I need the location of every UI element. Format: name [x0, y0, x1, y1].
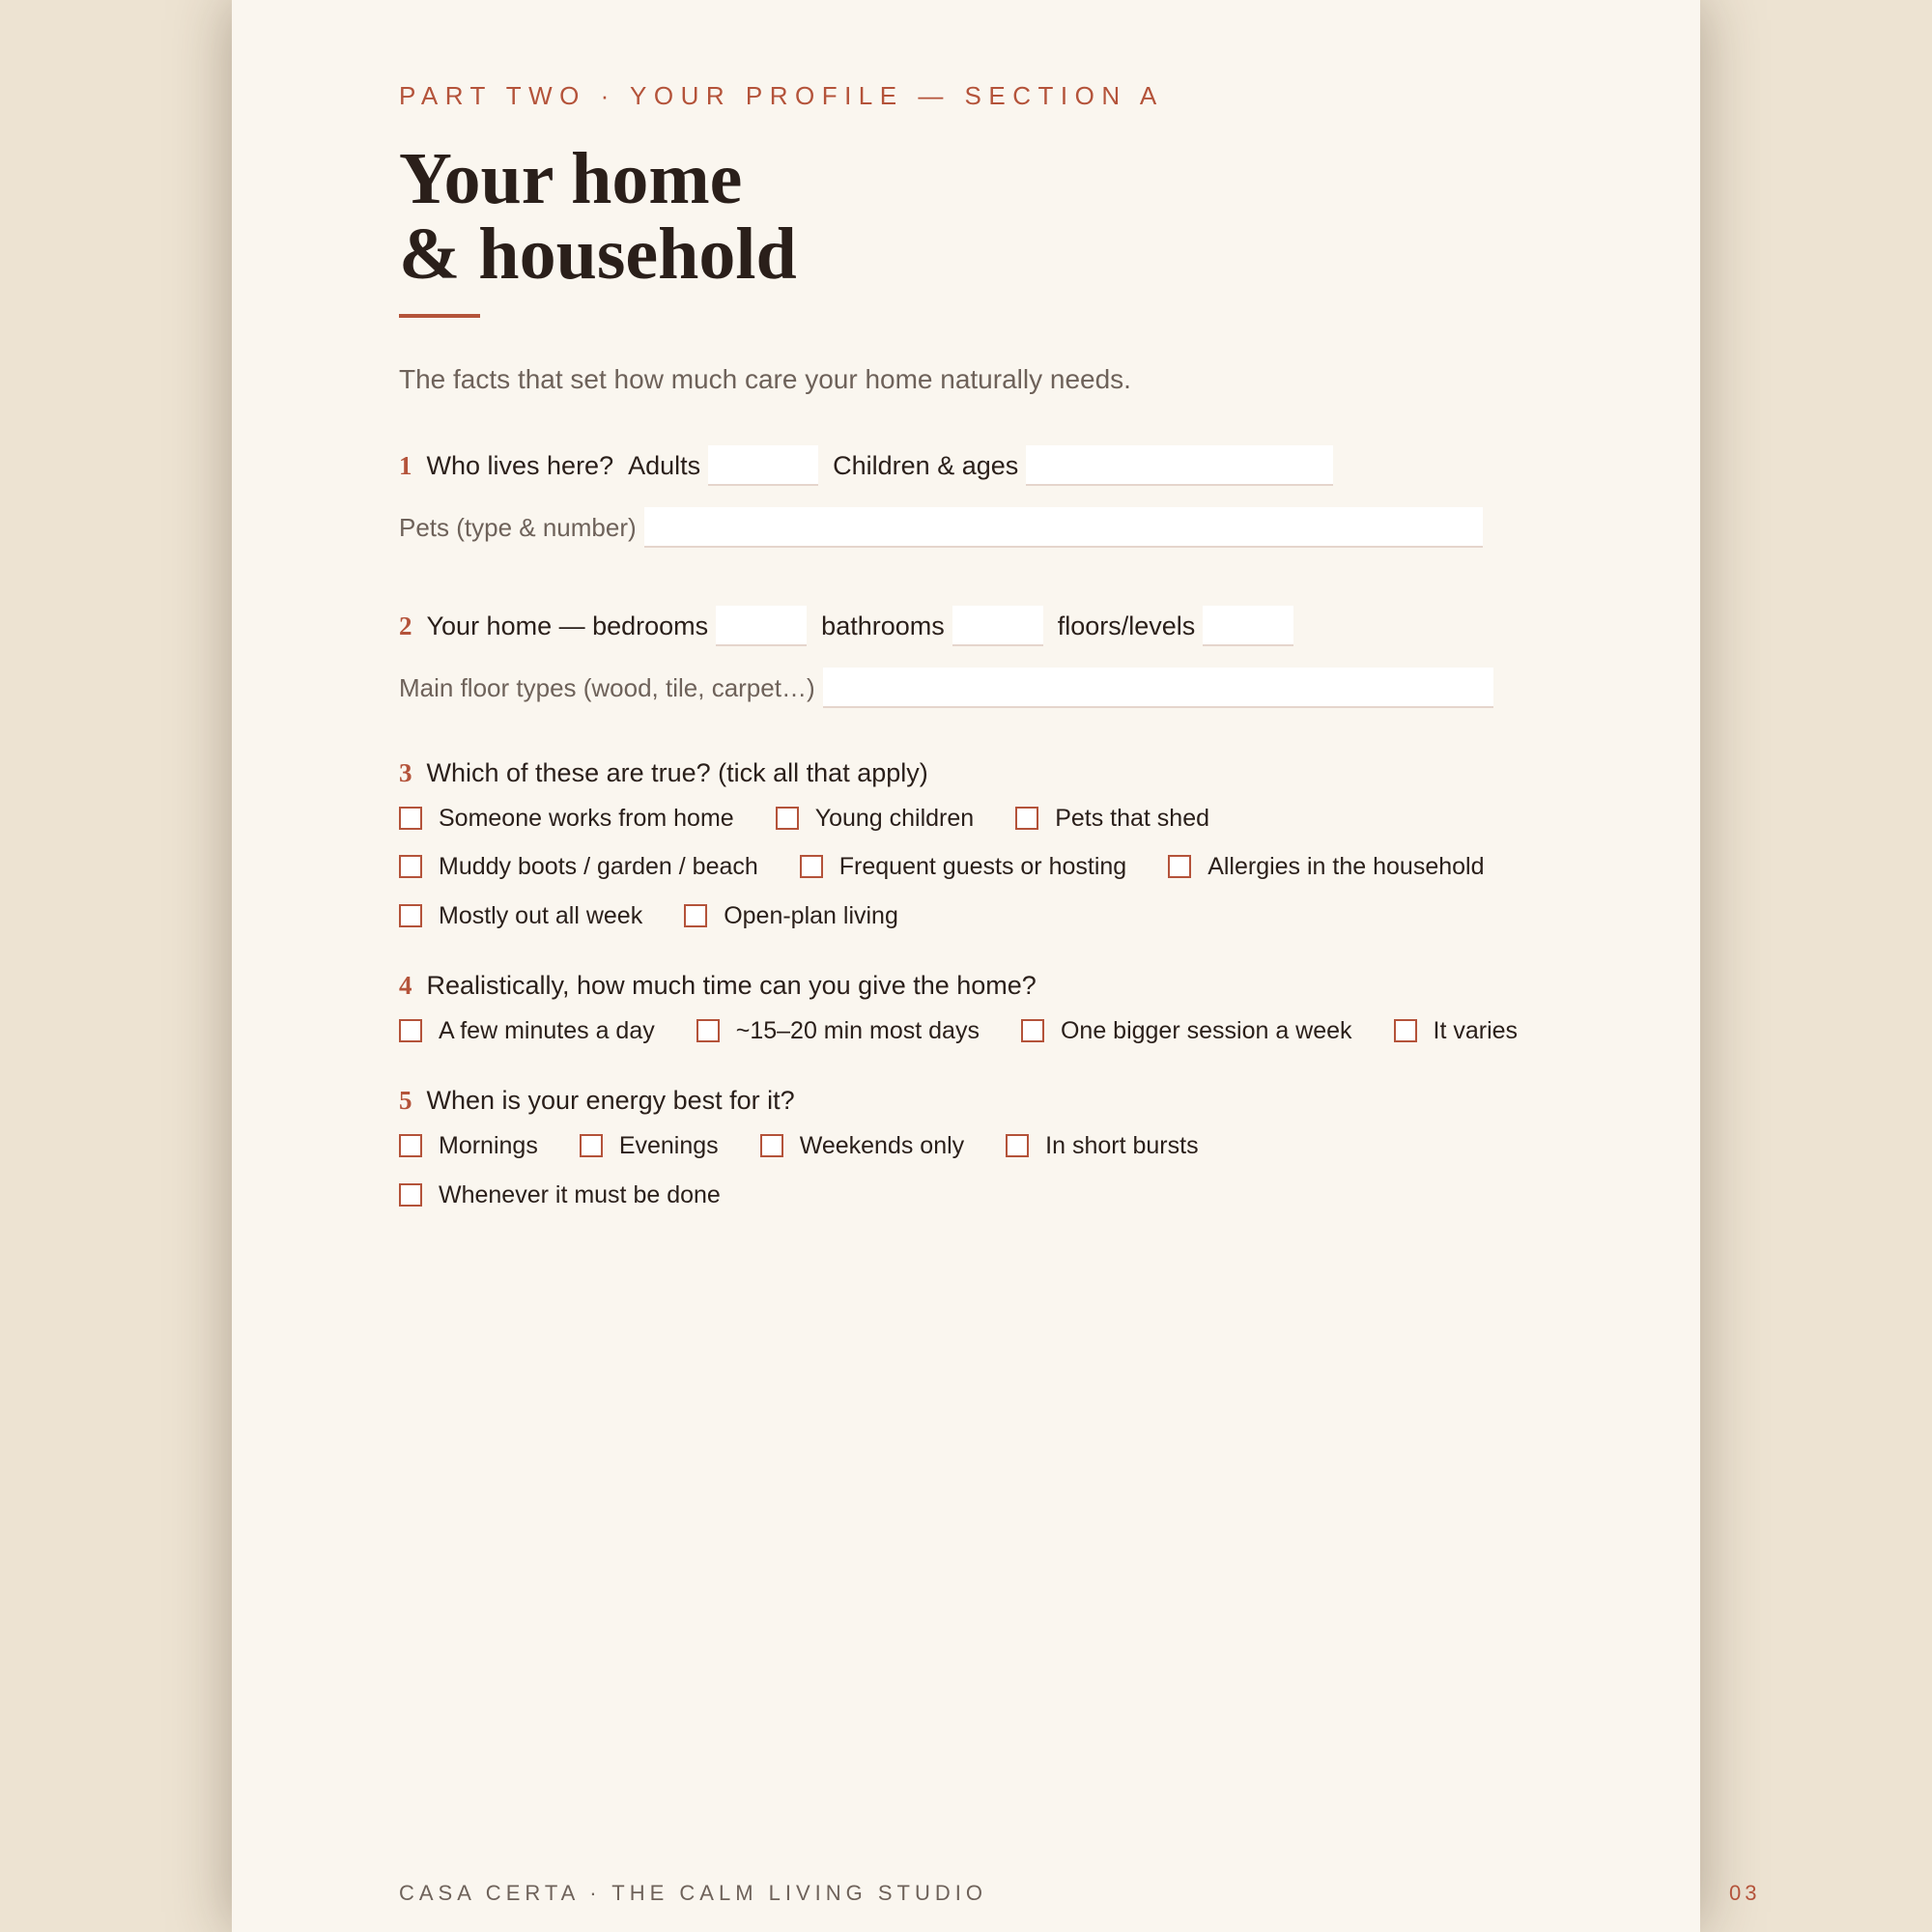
option-label: ~15–20 min most days	[735, 1016, 980, 1044]
checkbox[interactable]	[684, 904, 707, 927]
option-label: Pets that shed	[1055, 804, 1210, 832]
checkbox[interactable]	[1021, 1019, 1044, 1042]
floors-field[interactable]	[1203, 606, 1293, 646]
checkbox[interactable]	[399, 1019, 422, 1042]
checkbox[interactable]	[760, 1134, 783, 1157]
option-label: It varies	[1433, 1016, 1519, 1044]
option-mornings[interactable]	[399, 1132, 538, 1160]
checkbox[interactable]	[399, 807, 422, 830]
option-label: One bigger session a week	[1060, 1016, 1352, 1044]
floor-types-row	[399, 667, 1508, 709]
pets-field[interactable]	[644, 507, 1483, 548]
checkbox[interactable]	[776, 807, 799, 830]
q4-options-row	[399, 1014, 1518, 1047]
option-label: Mornings	[439, 1131, 538, 1159]
checkbox[interactable]	[696, 1019, 720, 1042]
checkbox[interactable]	[1394, 1019, 1417, 1042]
intro-text: The facts that set how much care your home naturally needs.	[399, 364, 1131, 394]
q5-options-row-2	[399, 1179, 721, 1211]
option-label: Open-plan living	[724, 901, 898, 929]
checkbox[interactable]	[399, 904, 422, 927]
bedrooms-field[interactable]	[716, 606, 807, 646]
checkbox[interactable]	[399, 1183, 422, 1207]
option-muddy-boots[interactable]	[399, 853, 758, 881]
bathrooms-label: bathrooms	[821, 611, 945, 640]
option-young-children[interactable]	[776, 805, 975, 833]
option-label: Someone works from home	[439, 804, 734, 832]
title-divider	[399, 314, 480, 318]
q3-row	[399, 752, 928, 794]
pets-row	[399, 506, 1497, 549]
title-line-1: Your home	[399, 138, 743, 219]
q5-number: 5	[399, 1085, 412, 1115]
option-weekends-only[interactable]	[760, 1132, 964, 1160]
q1-number: 1	[399, 450, 412, 480]
option-label: In short bursts	[1045, 1131, 1199, 1159]
option-short-bursts[interactable]	[1006, 1132, 1198, 1160]
checkbox[interactable]	[399, 855, 422, 878]
q1-question: Who lives here?	[426, 450, 614, 480]
checkbox[interactable]	[1006, 1134, 1029, 1157]
option-allergies[interactable]	[1168, 853, 1484, 881]
adults-field[interactable]	[708, 445, 818, 486]
q4-number: 4	[399, 970, 412, 1000]
checkbox[interactable]	[399, 1134, 422, 1157]
q3-number: 3	[399, 757, 412, 787]
option-label: A few minutes a day	[439, 1016, 655, 1044]
pets-label: Pets (type & number)	[399, 512, 637, 542]
checkbox[interactable]	[800, 855, 823, 878]
option-bigger-session[interactable]	[1021, 1017, 1352, 1045]
title-line-2: & household	[399, 213, 797, 295]
option-works-from-home[interactable]	[399, 805, 734, 833]
option-frequent-guests[interactable]	[800, 853, 1126, 881]
checkbox[interactable]	[1015, 807, 1038, 830]
q4-question: Realistically, how much time can you give the home?	[426, 970, 1037, 1000]
floor-types-field[interactable]	[823, 668, 1493, 708]
q3-options-row-3	[399, 899, 898, 932]
option-whenever-needed[interactable]	[399, 1181, 721, 1209]
option-label: Evenings	[618, 1131, 719, 1159]
checkbox[interactable]	[580, 1134, 603, 1157]
q3-options-row-2	[399, 850, 1485, 883]
section-eyebrow: PART TWO · YOUR PROFILE — SECTION A	[399, 81, 1164, 110]
page-title	[399, 138, 797, 295]
floors-label: floors/levels	[1057, 611, 1196, 640]
bathrooms-field[interactable]	[952, 606, 1043, 646]
children-label: Children & ages	[833, 450, 1019, 480]
option-label: Mostly out all week	[439, 901, 643, 929]
q5-row	[399, 1079, 795, 1122]
option-label: Weekends only	[799, 1131, 965, 1159]
option-evenings[interactable]	[580, 1132, 719, 1160]
children-ages-field[interactable]	[1026, 445, 1333, 486]
q5-question: When is your energy best for it?	[426, 1085, 795, 1115]
worksheet-page	[232, 0, 1761, 1932]
q2-number: 2	[399, 611, 412, 640]
option-label: Whenever it must be done	[439, 1180, 721, 1208]
footer-brand: CASA CERTA · THE CALM LIVING STUDIO	[399, 1881, 987, 1905]
q3-question: Which of these are true? (tick all that apply)	[426, 757, 928, 787]
option-label: Young children	[814, 804, 975, 832]
q5-options-row-1	[399, 1129, 1199, 1162]
q4-row	[399, 964, 1037, 1007]
option-label: Muddy boots / garden / beach	[439, 852, 758, 880]
option-label: Allergies in the household	[1208, 852, 1485, 880]
bedrooms-label: Your home — bedrooms	[426, 611, 709, 640]
option-pets-that-shed[interactable]	[1015, 805, 1209, 833]
q1-row	[399, 444, 1348, 487]
option-few-minutes[interactable]	[399, 1017, 655, 1045]
option-open-plan[interactable]	[684, 902, 898, 930]
q2-row	[399, 605, 1308, 647]
option-15-20-min[interactable]	[696, 1017, 980, 1045]
checkbox[interactable]	[1168, 855, 1191, 878]
adults-label: Adults	[628, 450, 701, 480]
q3-options-row-1	[399, 802, 1209, 835]
floor-types-label: Main floor types (wood, tile, carpet…)	[399, 672, 815, 702]
option-label: Frequent guests or hosting	[838, 852, 1127, 880]
page-number: 03	[1729, 1881, 1761, 1905]
option-mostly-out[interactable]	[399, 902, 642, 930]
option-it-varies[interactable]	[1394, 1017, 1519, 1045]
